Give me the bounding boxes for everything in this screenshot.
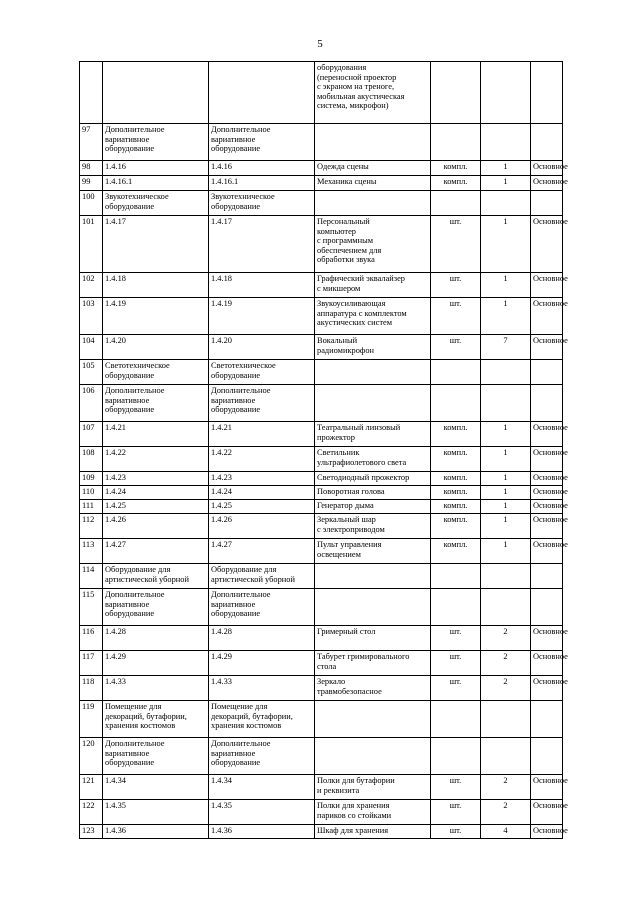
unit-cell: шт. (431, 825, 481, 839)
table-row (80, 273, 563, 298)
type-cell (531, 589, 563, 626)
item-name-cell: Генератор дыма (315, 500, 431, 514)
type-cell: Основное (531, 775, 563, 800)
item-name-cell: оборудования (переносной проектор с экраном на треноге, мобильная акустическая система, микрофон) (315, 62, 431, 124)
unit-cell: компл. (431, 472, 481, 486)
item-name-cell: Поворотная голова (315, 486, 431, 500)
type-cell: Основное (531, 800, 563, 825)
quantity-cell (481, 124, 531, 161)
unit-cell: шт. (431, 216, 481, 273)
code-cell: Звукотехническое оборудование (103, 191, 209, 216)
quantity-cell: 1 (481, 500, 531, 514)
row-number-cell: 114 (80, 564, 103, 589)
quantity-cell: 2 (481, 651, 531, 676)
code-cell: 1.4.20 (103, 335, 209, 360)
item-name-cell: Звукоусиливающая аппаратура с комплектом акустических систем (315, 298, 431, 335)
code-cell: 1.4.23 (103, 472, 209, 486)
code-cell-alt: Оборудование для артистической уборной (209, 564, 315, 589)
row-number-cell: 103 (80, 298, 103, 335)
quantity-cell (481, 701, 531, 738)
unit-cell: компл. (431, 161, 481, 176)
quantity-cell: 1 (481, 472, 531, 486)
row-number-cell: 97 (80, 124, 103, 161)
code-cell-alt: 1.4.19 (209, 298, 315, 335)
quantity-cell (481, 62, 531, 124)
table-row (80, 176, 563, 191)
table-row (80, 422, 563, 447)
unit-cell: шт. (431, 335, 481, 360)
type-cell: Основное (531, 486, 563, 500)
item-name-cell: Театральный линзовый прожектор (315, 422, 431, 447)
row-number-cell: 98 (80, 161, 103, 176)
row-number-cell: 123 (80, 825, 103, 839)
row-number-cell: 108 (80, 447, 103, 472)
table-row (80, 539, 563, 564)
quantity-cell: 2 (481, 800, 531, 825)
type-cell: Основное (531, 626, 563, 651)
type-cell: Основное (531, 500, 563, 514)
code-cell: 1.4.33 (103, 676, 209, 701)
item-name-cell: Персональный компьютер с программным обеспечением для обработки звука (315, 216, 431, 273)
code-cell-alt: 1.4.34 (209, 775, 315, 800)
page-number: 5 (317, 38, 323, 50)
code-cell-alt: Дополнительное вариативное оборудование (209, 589, 315, 626)
type-cell: Основное (531, 216, 563, 273)
type-cell: Основное (531, 651, 563, 676)
code-cell: 1.4.26 (103, 514, 209, 539)
item-name-cell: Гримерный стол (315, 626, 431, 651)
code-cell-alt: 1.4.20 (209, 335, 315, 360)
code-cell-alt: 1.4.18 (209, 273, 315, 298)
code-cell-alt: 1.4.26 (209, 514, 315, 539)
table-row (80, 124, 563, 161)
item-name-cell: Пульт управления освещением (315, 539, 431, 564)
unit-cell (431, 191, 481, 216)
item-name-cell: Полки для хранения париков со стойками (315, 800, 431, 825)
table-row (80, 472, 563, 486)
code-cell: 1.4.36 (103, 825, 209, 839)
table-row (80, 738, 563, 775)
code-cell: 1.4.16.1 (103, 176, 209, 191)
table-row (80, 486, 563, 500)
code-cell: Дополнительное вариативное оборудование (103, 385, 209, 422)
type-cell (531, 385, 563, 422)
quantity-cell (481, 564, 531, 589)
unit-cell: компл. (431, 514, 481, 539)
unit-cell: шт. (431, 800, 481, 825)
row-number-cell: 107 (80, 422, 103, 447)
code-cell-alt: 1.4.27 (209, 539, 315, 564)
code-cell: 1.4.22 (103, 447, 209, 472)
unit-cell: шт. (431, 676, 481, 701)
unit-cell: компл. (431, 447, 481, 472)
unit-cell (431, 701, 481, 738)
quantity-cell: 1 (481, 447, 531, 472)
code-cell-alt (209, 62, 315, 124)
item-name-cell (315, 360, 431, 385)
quantity-cell (481, 738, 531, 775)
table-row (80, 676, 563, 701)
unit-cell (431, 564, 481, 589)
table-row (80, 191, 563, 216)
row-number-cell: 102 (80, 273, 103, 298)
code-cell: 1.4.25 (103, 500, 209, 514)
row-number-cell: 121 (80, 775, 103, 800)
table-row (80, 800, 563, 825)
code-cell: Светотехническое оборудование (103, 360, 209, 385)
table-row (80, 651, 563, 676)
type-cell (531, 564, 563, 589)
item-name-cell (315, 701, 431, 738)
unit-cell (431, 589, 481, 626)
unit-cell (431, 385, 481, 422)
code-cell (103, 62, 209, 124)
code-cell: Дополнительное вариативное оборудование (103, 124, 209, 161)
code-cell: 1.4.21 (103, 422, 209, 447)
code-cell: 1.4.27 (103, 539, 209, 564)
table-row (80, 335, 563, 360)
table-body (80, 62, 568, 839)
item-name-cell: Графический эквалайзер с микшером (315, 273, 431, 298)
quantity-cell: 1 (481, 298, 531, 335)
type-cell: Основное (531, 422, 563, 447)
item-name-cell (315, 191, 431, 216)
type-cell (531, 124, 563, 161)
type-cell: Основное (531, 472, 563, 486)
unit-cell: шт. (431, 651, 481, 676)
quantity-cell: 4 (481, 825, 531, 839)
type-cell: Основное (531, 514, 563, 539)
type-cell: Основное (531, 335, 563, 360)
unit-cell: компл. (431, 539, 481, 564)
type-cell (531, 738, 563, 775)
row-number-cell: 100 (80, 191, 103, 216)
quantity-cell: 2 (481, 775, 531, 800)
quantity-cell: 1 (481, 161, 531, 176)
quantity-cell (481, 385, 531, 422)
row-number-cell: 99 (80, 176, 103, 191)
table-row (80, 701, 563, 738)
unit-cell: компл. (431, 176, 481, 191)
unit-cell: компл. (431, 422, 481, 447)
item-name-cell: Механика сцены (315, 176, 431, 191)
row-number-cell (80, 62, 103, 124)
table-row (80, 500, 563, 514)
row-number-cell: 117 (80, 651, 103, 676)
code-cell: Оборудование для артистической уборной (103, 564, 209, 589)
table-row (80, 447, 563, 472)
code-cell: 1.4.19 (103, 298, 209, 335)
item-name-cell: Полки для бутафории и реквизита (315, 775, 431, 800)
code-cell-alt: 1.4.22 (209, 447, 315, 472)
type-cell: Основное (531, 825, 563, 839)
row-number-cell: 105 (80, 360, 103, 385)
item-name-cell: Табурет гримировального стола (315, 651, 431, 676)
quantity-cell: 1 (481, 514, 531, 539)
item-name-cell (315, 738, 431, 775)
code-cell-alt: 1.4.28 (209, 626, 315, 651)
unit-cell: компл. (431, 500, 481, 514)
code-cell: 1.4.24 (103, 486, 209, 500)
code-cell: Дополнительное вариативное оборудование (103, 738, 209, 775)
type-cell: Основное (531, 447, 563, 472)
quantity-cell: 1 (481, 273, 531, 298)
row-number-cell: 120 (80, 738, 103, 775)
row-number-cell: 116 (80, 626, 103, 651)
code-cell-alt: 1.4.29 (209, 651, 315, 676)
unit-cell: шт. (431, 273, 481, 298)
row-number-cell: 110 (80, 486, 103, 500)
table-row (80, 775, 563, 800)
row-number-cell: 115 (80, 589, 103, 626)
type-cell: Основное (531, 676, 563, 701)
row-number-cell: 111 (80, 500, 103, 514)
row-number-cell: 122 (80, 800, 103, 825)
quantity-cell: 1 (481, 486, 531, 500)
table-row (80, 385, 563, 422)
type-cell: Основное (531, 176, 563, 191)
code-cell-alt: 1.4.33 (209, 676, 315, 701)
item-name-cell: Светильник ультрафиолетового света (315, 447, 431, 472)
row-number-cell: 119 (80, 701, 103, 738)
type-cell: Основное (531, 161, 563, 176)
type-cell (531, 62, 563, 124)
type-cell (531, 701, 563, 738)
code-cell: 1.4.28 (103, 626, 209, 651)
quantity-cell (481, 360, 531, 385)
row-number-cell: 109 (80, 472, 103, 486)
row-number-cell: 118 (80, 676, 103, 701)
table-row (80, 161, 563, 176)
item-name-cell (315, 124, 431, 161)
code-cell: Помещение для декораций, бутафории, хранения костюмов (103, 701, 209, 738)
item-name-cell: Зеркало травмобезопасное (315, 676, 431, 701)
quantity-cell (481, 589, 531, 626)
quantity-cell: 1 (481, 216, 531, 273)
code-cell-alt: Дополнительное вариативное оборудование (209, 124, 315, 161)
code-cell-alt: 1.4.36 (209, 825, 315, 839)
item-name-cell (315, 564, 431, 589)
table-row (80, 589, 563, 626)
item-name-cell: Светодиодный прожектор (315, 472, 431, 486)
code-cell-alt: Звукотехническое оборудование (209, 191, 315, 216)
code-cell: Дополнительное вариативное оборудование (103, 589, 209, 626)
code-cell-alt: 1.4.23 (209, 472, 315, 486)
quantity-cell: 1 (481, 539, 531, 564)
unit-cell: шт. (431, 626, 481, 651)
type-cell (531, 191, 563, 216)
table-row (80, 564, 563, 589)
table-row (80, 298, 563, 335)
row-number-cell: 106 (80, 385, 103, 422)
code-cell-alt: Помещение для декораций, бутафории, хранения костюмов (209, 701, 315, 738)
item-name-cell (315, 385, 431, 422)
item-name-cell (315, 589, 431, 626)
code-cell: 1.4.34 (103, 775, 209, 800)
row-number-cell: 113 (80, 539, 103, 564)
code-cell-alt: Дополнительное вариативное оборудование (209, 738, 315, 775)
row-number-cell: 112 (80, 514, 103, 539)
code-cell: 1.4.35 (103, 800, 209, 825)
type-cell: Основное (531, 539, 563, 564)
unit-cell: шт. (431, 298, 481, 335)
unit-cell (431, 360, 481, 385)
code-cell-alt: 1.4.35 (209, 800, 315, 825)
unit-cell (431, 124, 481, 161)
quantity-cell: 2 (481, 676, 531, 701)
quantity-cell (481, 191, 531, 216)
quantity-cell: 7 (481, 335, 531, 360)
type-cell (531, 360, 563, 385)
code-cell-alt: 1.4.16.1 (209, 176, 315, 191)
code-cell-alt: 1.4.21 (209, 422, 315, 447)
item-name-cell: Одежда сцены (315, 161, 431, 176)
code-cell-alt: 1.4.24 (209, 486, 315, 500)
unit-cell: компл. (431, 486, 481, 500)
code-cell-alt: Светотехническое оборудование (209, 360, 315, 385)
quantity-cell: 1 (481, 176, 531, 191)
item-name-cell: Зеркальный шар с электроприводом (315, 514, 431, 539)
code-cell: 1.4.18 (103, 273, 209, 298)
table-row (80, 825, 563, 839)
code-cell: 1.4.29 (103, 651, 209, 676)
table-row (80, 514, 563, 539)
row-number-cell: 104 (80, 335, 103, 360)
type-cell: Основное (531, 273, 563, 298)
table-row (80, 360, 563, 385)
code-cell-alt: 1.4.25 (209, 500, 315, 514)
code-cell: 1.4.17 (103, 216, 209, 273)
unit-cell (431, 738, 481, 775)
item-name-cell: Шкаф для хранения (315, 825, 431, 839)
table-row (80, 216, 563, 273)
item-name-cell: Вокальный радиомикрофон (315, 335, 431, 360)
unit-cell: шт. (431, 775, 481, 800)
unit-cell (431, 62, 481, 124)
quantity-cell: 2 (481, 626, 531, 651)
row-number-cell: 101 (80, 216, 103, 273)
code-cell-alt: Дополнительное вариативное оборудование (209, 385, 315, 422)
table-row (80, 62, 563, 124)
quantity-cell: 1 (481, 422, 531, 447)
table-row (80, 626, 563, 651)
code-cell-alt: 1.4.16 (209, 161, 315, 176)
code-cell-alt: 1.4.17 (209, 216, 315, 273)
code-cell: 1.4.16 (103, 161, 209, 176)
type-cell: Основное (531, 298, 563, 335)
equipment-table (79, 61, 568, 839)
